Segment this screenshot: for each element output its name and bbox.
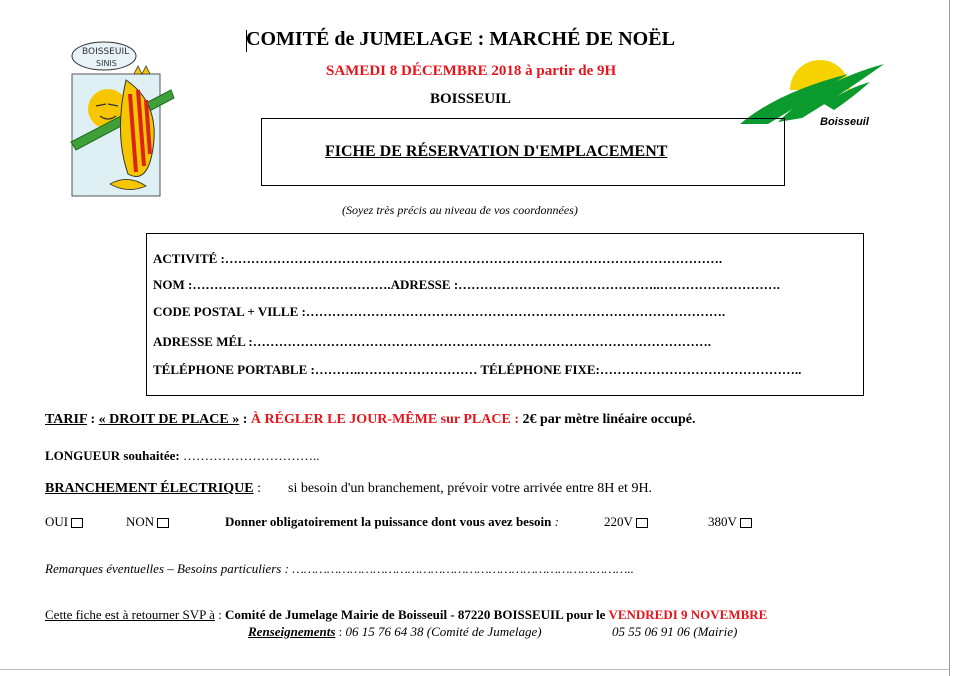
adresse-field[interactable]: ………………………………………..………………………. bbox=[458, 277, 780, 292]
tel-port-field[interactable]: ………..……………………… bbox=[314, 362, 478, 377]
cp-field[interactable]: ……………………………………………………………………………………. bbox=[305, 304, 726, 319]
v220-label: 220V bbox=[604, 514, 633, 529]
v380-checkbox[interactable] bbox=[740, 518, 752, 528]
tarif-line bbox=[45, 412, 696, 428]
event-city: BOISSEUIL bbox=[430, 91, 511, 107]
oui-checkbox[interactable] bbox=[71, 518, 83, 528]
boisseuil-logo-text: Boisseuil bbox=[820, 116, 869, 128]
puissance-text bbox=[225, 514, 559, 530]
longueur-suffix: souhaitée: bbox=[120, 448, 180, 463]
form-row-nom bbox=[153, 277, 780, 293]
renseignements-line bbox=[248, 624, 542, 640]
option-380v[interactable] bbox=[708, 514, 752, 530]
renseignements-sep: : bbox=[335, 624, 346, 639]
branchement-text: si besoin d'un branchement, prévoir votre arrivée entre 8H et 9H. bbox=[288, 481, 653, 496]
retour-date: VENDREDI 9 NOVEMBRE bbox=[608, 607, 768, 622]
form-row-mel bbox=[153, 334, 711, 350]
fiche-note: (Soyez très précis au niveau de vos coordonnées) bbox=[342, 203, 578, 217]
longueur-line bbox=[45, 448, 319, 464]
activite-field[interactable]: ……………………………………………………………………………………………………. bbox=[224, 251, 723, 266]
retour-dest: Comité de Jumelage Mairie de Boisseuil - 87220 BOISSEUIL pour le bbox=[225, 607, 609, 622]
adresse-label: ADRESSE : bbox=[390, 277, 459, 292]
puissance-sep: : bbox=[551, 514, 559, 529]
tel-fixe-label: TÉLÉPHONE FIXE: bbox=[480, 362, 600, 377]
tarif-prix: 2€ par mètre linéaire occupé. bbox=[518, 412, 696, 427]
mel-label: ADRESSE MÉL : bbox=[153, 334, 253, 349]
tarif-sep2: : bbox=[239, 412, 251, 427]
tarif-label: TARIF bbox=[45, 412, 87, 427]
option-non[interactable] bbox=[126, 514, 169, 530]
retour-line bbox=[45, 607, 767, 623]
page-title: COMITÉ de JUMELAGE : MARCHÉ DE NOËL bbox=[246, 28, 675, 50]
non-label: NON bbox=[126, 514, 155, 529]
tarif-regler: À RÉGLER LE JOUR-MÊME sur PLACE : bbox=[250, 412, 519, 427]
renseignements-label: Renseignements bbox=[248, 624, 336, 639]
non-checkbox[interactable] bbox=[157, 518, 169, 528]
renseignements-tel2: 05 55 06 91 06 (Mairie) bbox=[612, 624, 738, 639]
retour-label: Cette fiche est à retourner SVP à bbox=[45, 607, 215, 622]
retour-sep: : bbox=[214, 607, 226, 622]
svg-text:BOISSEUIL: BOISSEUIL bbox=[82, 47, 130, 57]
jumelage-logo-icon bbox=[66, 34, 176, 199]
remarques-label: Remarques éventuelles – Besoins particuliers : bbox=[45, 561, 289, 576]
remarques-line bbox=[45, 561, 634, 577]
branchement-label: BRANCHEMENT ÉLECTRIQUE bbox=[45, 481, 254, 496]
event-date: SAMEDI 8 DÉCEMBRE 2018 à partir de 9H bbox=[326, 63, 617, 79]
tel-fixe-field[interactable]: ……………………………………….. bbox=[599, 362, 802, 377]
page-edge-right bbox=[949, 0, 950, 676]
tarif-droit: « DROIT DE PLACE » bbox=[98, 412, 240, 427]
form-row-cp bbox=[153, 304, 725, 320]
longueur-field[interactable]: ………………………….. bbox=[179, 448, 320, 463]
mel-field[interactable]: ……………………………………………………………………………………………. bbox=[252, 334, 711, 349]
v380-label: 380V bbox=[708, 514, 737, 529]
longueur-label: LONGUEUR bbox=[45, 448, 121, 463]
puissance-label: Donner obligatoirement la puissance dont vous avez besoin bbox=[225, 514, 552, 529]
svg-text:SINIS: SINIS bbox=[96, 59, 117, 68]
v220-checkbox[interactable] bbox=[636, 518, 648, 528]
page-edge-bottom bbox=[0, 669, 950, 670]
option-oui[interactable] bbox=[45, 514, 83, 530]
remarques-field[interactable]: …………………………………………………………………………….. bbox=[288, 561, 634, 576]
cp-label: CODE POSTAL + VILLE : bbox=[153, 304, 306, 319]
nom-field[interactable]: ………………………………………. bbox=[192, 277, 391, 292]
fiche-title: FICHE DE RÉSERVATION D'EMPLACEMENT bbox=[325, 143, 668, 160]
tel-port-label: TÉLÉPHONE PORTABLE : bbox=[153, 362, 315, 377]
form-row-telephone bbox=[153, 362, 801, 378]
form-row-activite bbox=[153, 251, 722, 267]
nom-label: NOM : bbox=[153, 277, 193, 292]
oui-label: OUI bbox=[45, 514, 69, 529]
tarif-sep: : bbox=[87, 412, 99, 427]
option-220v[interactable] bbox=[604, 514, 648, 530]
renseignements-tel1: 06 15 76 64 38 (Comité de Jumelage) bbox=[345, 624, 542, 639]
branchement-line bbox=[45, 481, 261, 497]
branchement-sep: : bbox=[253, 481, 262, 496]
activite-label: ACTIVITÉ : bbox=[153, 251, 225, 266]
